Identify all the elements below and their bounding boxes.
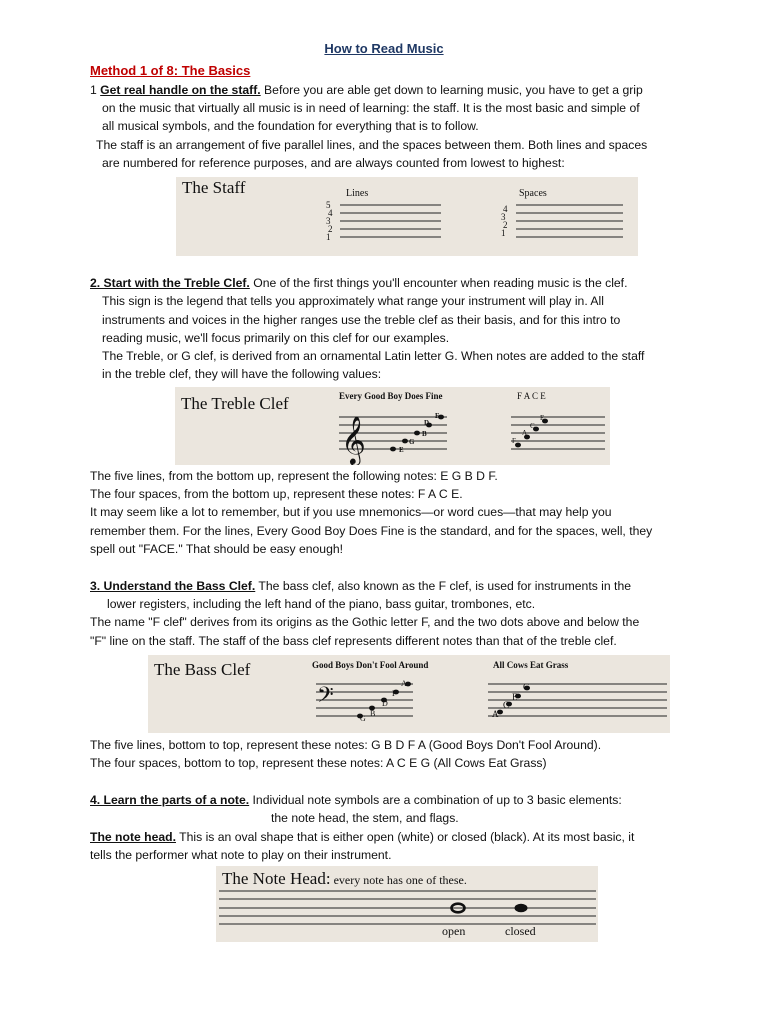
bass-mnemonic-lines: Good Boys Don't Fool Around xyxy=(312,660,429,670)
paragraph-line: tells the performer what note to play on their instrument. xyxy=(90,848,392,862)
section-4-first-line xyxy=(90,793,622,808)
paragraph-line: reading music, we'll focus primarily on this clef for our examples. xyxy=(102,331,450,345)
treble-clef-figure xyxy=(175,387,610,465)
line-number: 4 xyxy=(328,208,333,218)
bass-figure-title: The Bass Clef xyxy=(154,660,251,679)
section-3-heading: 3. Understand the Bass Clef. xyxy=(90,579,256,593)
paragraph-line: The five lines, from the bottom up, represent the following notes: E G B D F. xyxy=(90,469,498,483)
note-letter: G xyxy=(360,714,366,723)
note-letter: F xyxy=(512,437,516,445)
paragraph-text: One of the first things you'll encounter when reading music is the clef. xyxy=(249,276,628,290)
paragraph-line: spell out "FACE." That should be easy enough! xyxy=(90,542,344,556)
lines-staff xyxy=(340,205,441,237)
staff-figure-title: The Staff xyxy=(182,178,246,197)
note-letter: F xyxy=(392,689,397,698)
closed-note-head-icon xyxy=(515,904,528,913)
treble-clef-icon: 𝄞 xyxy=(341,418,366,464)
line-number: 3 xyxy=(326,216,331,226)
section-2-heading: 2. Start with the Treble Clef. xyxy=(90,276,250,290)
paragraph-line: on the music that virtually all music is in need of learning: the staff. It is the most basic and simple of xyxy=(102,101,640,115)
note-letter: A xyxy=(492,709,499,719)
paragraph-text: This is an oval shape that is either open (white) or closed (black). At its most basic, it xyxy=(176,830,635,844)
note-head-figure-title xyxy=(222,869,467,888)
note-head-icon xyxy=(414,431,420,436)
note-head-figure-title-main: The Note Head: xyxy=(222,869,331,888)
section-1-first-line xyxy=(90,83,643,98)
line-number: 1 xyxy=(326,232,331,242)
lines-label: Lines xyxy=(346,188,369,199)
paragraph-line: This sign is the legend that tells you approximately what range your instrument will play in. All xyxy=(102,294,604,308)
staff-figure-graphic xyxy=(176,177,638,256)
paragraph-line: are numbered for reference purposes, and are always counted from lowest to highest: xyxy=(102,156,565,170)
note-letter: G xyxy=(409,438,415,446)
paragraph-line: in the treble clef, they will have the following values: xyxy=(102,367,382,381)
staff-figure xyxy=(176,177,638,256)
paragraph-line: remember them. For the lines, Every Good Boy Does Fine is the standard, and for the spaces, well, they xyxy=(90,524,653,538)
section-2-first-line xyxy=(90,276,627,291)
paragraph-line: "F" line on the staff. The staff of the bass clef represents different notes than that of the treble clef. xyxy=(90,634,617,648)
face-label: F A C E xyxy=(517,391,546,401)
paragraph-line: The four spaces, from the bottom up, represent these notes: F A C E. xyxy=(90,487,463,501)
paragraph-line: The staff is an arrangement of five parallel lines, and the spaces between them. Both lines and spaces xyxy=(96,138,648,152)
space-number: 1 xyxy=(501,228,506,238)
bass-mnemonic-spaces: All Cows Eat Grass xyxy=(493,660,569,670)
note-head-figure-graphic xyxy=(216,866,598,942)
method-heading: Method 1 of 8: The Basics xyxy=(90,63,251,78)
section-1-heading: Get real handle on the staff. xyxy=(100,83,261,97)
bass-clef-figure xyxy=(148,655,670,733)
paragraph-text: Before you are able get down to learning music, you have to get a grip xyxy=(260,83,643,97)
note-letter: A xyxy=(522,429,528,437)
note-letter: C xyxy=(503,700,510,710)
paragraph-line: It may seem like a lot to remember, but if you use mnemonics—or word cues—that may help you xyxy=(90,505,612,519)
note-head-icon xyxy=(390,447,396,452)
section-number: 1 xyxy=(90,83,97,97)
note-letter: G xyxy=(523,682,530,692)
note-letter: B xyxy=(370,709,376,718)
note-letter: F xyxy=(435,412,440,420)
section-4-heading: 4. Learn the parts of a note. xyxy=(90,793,250,807)
spaces-staff xyxy=(516,205,623,237)
note-letter: E xyxy=(540,414,545,422)
line-number: 2 xyxy=(328,224,333,234)
space-number: 3 xyxy=(501,212,506,222)
bass-clef-icon: 𝄢 xyxy=(317,683,334,712)
note-letter: D xyxy=(382,699,388,708)
note-head-figure xyxy=(216,866,598,942)
paragraph-line: The Treble, or G clef, is derived from an ornamental Latin letter G. When notes are added to the staff xyxy=(102,349,645,363)
treble-figure-title: The Treble Clef xyxy=(181,394,289,413)
bass-clef-figure-graphic xyxy=(148,655,670,733)
paragraph-line: lower registers, including the left hand of the piano, bass guitar, trombones, etc. xyxy=(107,597,536,611)
note-letter: C xyxy=(530,422,535,430)
open-label: open xyxy=(442,924,466,938)
section-3-first-line xyxy=(90,579,631,594)
spaces-label: Spaces xyxy=(519,188,547,199)
treble-mnemonic: Every Good Boy Does Fine xyxy=(339,391,443,401)
closed-label: closed xyxy=(505,924,536,938)
note-letter: D xyxy=(424,419,430,427)
paragraph-line: instruments and voices in the higher ranges use the treble clef as their basis, and for this intro to xyxy=(102,313,621,327)
paragraph-line: the note head, the stem, and flags. xyxy=(271,811,459,825)
paragraph-text: Individual note symbols are a combination of up to 3 basic elements: xyxy=(249,793,622,807)
note-letter: A xyxy=(401,679,407,688)
treble-clef-figure-graphic xyxy=(175,387,610,465)
note-letter: E xyxy=(399,446,404,454)
paragraph-line: The four spaces, bottom to top, represent these notes: A C E G (All Cows Eat Grass) xyxy=(90,756,547,770)
space-number: 4 xyxy=(503,204,508,214)
note-letter: B xyxy=(422,430,427,438)
paragraph-line: The five lines, bottom to top, represent these notes: G B D F A (Good Boys Don't Fool Around). xyxy=(90,738,602,752)
note-head-first-line xyxy=(90,830,634,845)
note-head-figure-subtitle: every note has one of these. xyxy=(330,873,467,887)
space-number: 2 xyxy=(503,220,508,230)
paragraph-line: The name "F clef" derives from its origins as the Gothic letter F, and the two dots above and below the xyxy=(90,615,640,629)
note-head-staff xyxy=(219,891,596,924)
page-title: How to Read Music xyxy=(324,41,444,56)
line-number: 5 xyxy=(326,200,331,210)
paragraph-text: The bass clef, also known as the F clef, is used for instruments in the xyxy=(255,579,632,593)
paragraph-line: all musical symbols, and the foundation for everything that is to follow. xyxy=(102,119,479,133)
note-letter: E xyxy=(512,692,518,702)
note-head-icon xyxy=(402,439,408,444)
note-head-subheading: The note head. xyxy=(90,830,176,844)
